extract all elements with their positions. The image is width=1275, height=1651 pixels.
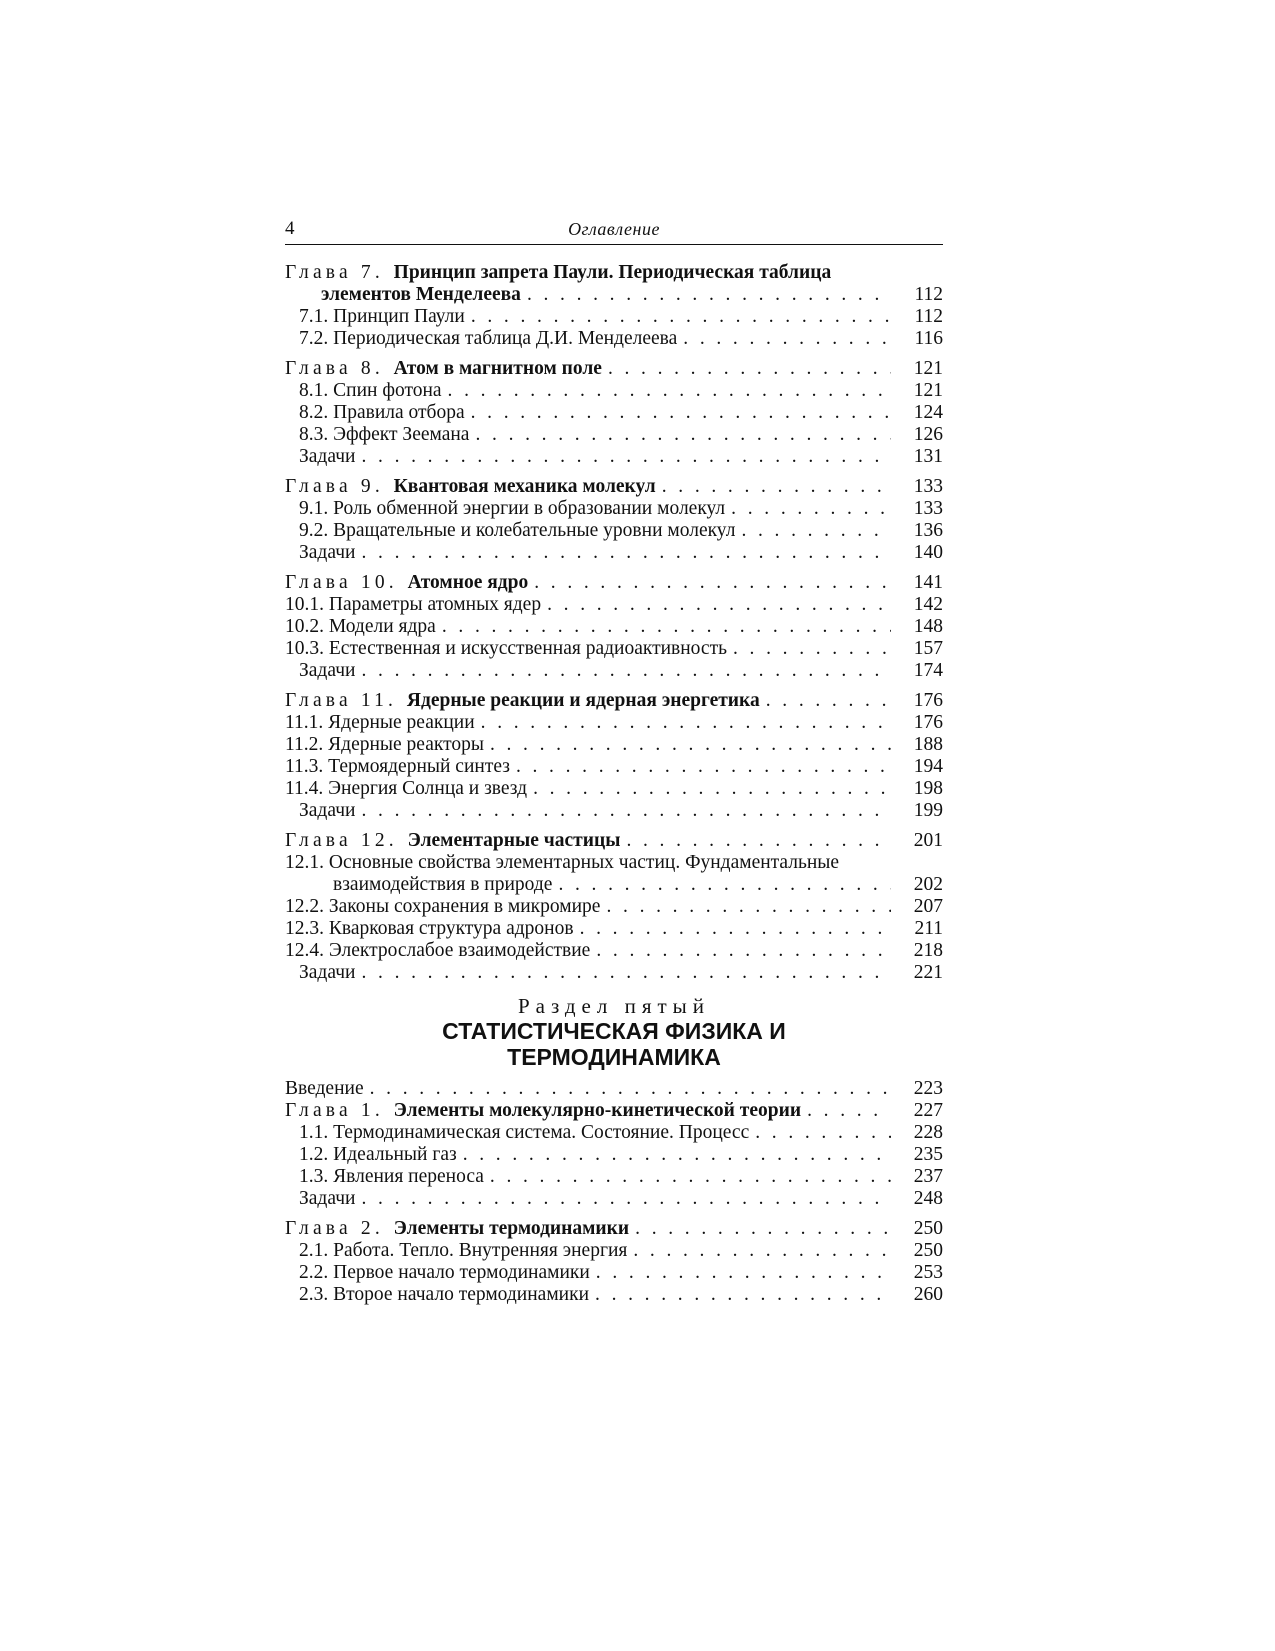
intro-title: Введение <box>285 1078 364 1099</box>
section-number: 7.1. <box>299 306 329 327</box>
dot-leader <box>463 1144 891 1166</box>
toc-item-10-2[interactable] <box>285 616 943 638</box>
toc-item-12-1-line2[interactable] <box>285 874 943 896</box>
section-number: 10.3. <box>285 638 324 659</box>
chapter-label: Глава 12. <box>285 830 398 851</box>
page-ref: 148 <box>913 616 943 637</box>
section-title: Явления переноса <box>333 1166 484 1187</box>
dot-leader <box>596 1262 891 1284</box>
section-number: 11.4. <box>285 778 324 799</box>
page-ref: 202 <box>913 874 943 895</box>
section-number: 1.1. <box>299 1122 329 1143</box>
dot-leader <box>606 896 891 918</box>
toc-s5-chapter-1[interactable] <box>285 1100 943 1122</box>
dot-leader <box>527 284 891 306</box>
chapter-title: Элементарные частицы <box>407 830 621 851</box>
dot-leader <box>755 1122 891 1144</box>
page-ref: 176 <box>913 690 943 711</box>
section-number: 12.4. <box>285 940 324 961</box>
section-title-cont: взаимодействия в природе <box>333 874 553 895</box>
dot-leader <box>490 734 891 756</box>
tasks-title: Задачи <box>299 660 356 681</box>
page-ref: 207 <box>913 896 943 917</box>
chapter-label: Глава 11. <box>285 690 398 711</box>
toc-item-8-2[interactable] <box>285 402 943 424</box>
running-title: Оглавление <box>568 219 660 239</box>
toc-s5-item-2-2[interactable] <box>285 1262 943 1284</box>
toc-tasks-10[interactable] <box>285 660 943 682</box>
section-number: 12.3. <box>285 918 324 939</box>
dot-leader <box>626 830 891 852</box>
tasks-title: Задачи <box>299 1188 356 1209</box>
dot-leader <box>766 690 891 712</box>
section-number: 2.1. <box>299 1240 329 1261</box>
chapter-title: Ядерные реакции и ядерная энергетика <box>406 690 760 711</box>
section-title: Термоядерный синтез <box>328 756 510 777</box>
section-number: 12.2. <box>285 896 324 917</box>
section-title-line2: ТЕРМОДИНАМИКА <box>507 1044 721 1070</box>
page-ref: 221 <box>913 962 943 983</box>
chapter-label: Глава 2. <box>285 1218 384 1239</box>
section-title: Ядерные реакции <box>328 712 475 733</box>
section-number: 9.1. <box>299 498 329 519</box>
page-ref: 218 <box>913 940 943 961</box>
page-ref: 199 <box>913 800 943 821</box>
dot-leader <box>533 778 891 800</box>
section-title: Роль обменной энергии в образовании молекул <box>333 498 726 519</box>
page-ref: 253 <box>913 1262 943 1283</box>
toc-chapter-11[interactable] <box>285 690 943 712</box>
dot-leader <box>596 940 891 962</box>
page-ref: 124 <box>913 402 943 423</box>
page-ref: 235 <box>913 1144 943 1165</box>
dot-leader <box>490 1166 891 1188</box>
page-ref: 116 <box>914 328 943 349</box>
section-number: 10.2. <box>285 616 324 637</box>
toc-chapter-12[interactable] <box>285 830 943 852</box>
toc-tasks-12[interactable] <box>285 962 943 984</box>
section-number: 11.1. <box>285 712 324 733</box>
page-ref: 250 <box>913 1218 943 1239</box>
chapter-label: Глава 8. <box>285 358 384 379</box>
chapter-title: Атом в магнитном поле <box>393 358 602 379</box>
section-title: Кварковая структура адронов <box>328 918 574 939</box>
toc-s5-tasks-1[interactable] <box>285 1188 943 1210</box>
toc-chapter-7-line2[interactable] <box>285 284 943 306</box>
chapter-label: Глава 10. <box>285 572 398 593</box>
toc-item-11-1[interactable] <box>285 712 943 734</box>
toc-chapter-9[interactable] <box>285 476 943 498</box>
toc-chapter-8[interactable] <box>285 358 943 380</box>
chapter-label: Глава 1. <box>285 1100 384 1121</box>
section-title: Эффект Зеемана <box>333 424 470 445</box>
section-title: Модели ядра <box>328 616 436 637</box>
section-number: 11.2. <box>285 734 324 755</box>
page-ref: 174 <box>913 660 943 681</box>
page-ref: 248 <box>913 1188 943 1209</box>
page-ref: 188 <box>913 734 943 755</box>
page-ref: 121 <box>913 380 943 401</box>
toc-s5-item-1-3[interactable] <box>285 1166 943 1188</box>
toc-item-12-3[interactable] <box>285 918 943 940</box>
page-ref: 194 <box>913 756 943 777</box>
dot-leader <box>475 424 891 446</box>
chapter-label: Глава 9. <box>285 476 384 497</box>
toc-tasks-11[interactable] <box>285 800 943 822</box>
chapter-title: Принцип запрета Паули. Периодическая таблица <box>393 262 832 283</box>
section-number: 1.3. <box>299 1166 329 1187</box>
section-title: Периодическая таблица Д.И. Менделеева <box>333 328 678 349</box>
page-ref: 228 <box>913 1122 943 1143</box>
page-ref: 141 <box>913 572 943 593</box>
section-title: Вращательные и колебательные уровни молекул <box>333 520 736 541</box>
toc-item-11-3[interactable] <box>285 756 943 778</box>
section-number: 8.2. <box>299 402 329 423</box>
section-label: Раздел пятый <box>517 994 711 1018</box>
section-number: 1.2. <box>299 1144 329 1165</box>
page-ref: 121 <box>913 358 943 379</box>
dot-leader <box>361 542 891 564</box>
dot-leader <box>580 918 891 940</box>
dot-leader <box>683 328 891 350</box>
toc-s5-chapter-2[interactable] <box>285 1218 943 1240</box>
tasks-title: Задачи <box>299 962 356 983</box>
toc-item-11-4[interactable] <box>285 778 943 800</box>
section-number: 12.1. <box>285 852 324 873</box>
toc-item-7-2[interactable] <box>285 328 943 350</box>
dot-leader <box>448 380 891 402</box>
dot-leader <box>558 874 891 896</box>
section-number: 8.1. <box>299 380 329 401</box>
toc-s5-item-2-1[interactable] <box>285 1240 943 1262</box>
dot-leader <box>635 1218 891 1240</box>
section-number: 7.2. <box>299 328 329 349</box>
section-title: Параметры атомных ядер <box>328 594 542 615</box>
chapter-title: Квантовая механика молекул <box>393 476 656 497</box>
toc-item-9-2[interactable] <box>285 520 943 542</box>
section-title-line1: СТАТИСТИЧЕСКАЯ ФИЗИКА И <box>442 1018 786 1044</box>
dot-leader <box>361 1188 891 1210</box>
section-title: Ядерные реакторы <box>328 734 484 755</box>
dot-leader <box>361 962 891 984</box>
tasks-title: Задачи <box>299 800 356 821</box>
section-number: 8.3. <box>299 424 329 445</box>
dot-leader <box>547 594 891 616</box>
toc-introduction[interactable] <box>285 1078 943 1100</box>
dot-leader <box>442 616 891 638</box>
page-ref: 142 <box>913 594 943 615</box>
toc-item-9-1[interactable] <box>285 498 943 520</box>
section-title: Основные свойства элементарных частиц. Фундаментальные <box>328 852 840 873</box>
section-title: Второе начало термодинамики <box>333 1284 590 1305</box>
toc-item-8-3[interactable] <box>285 424 943 446</box>
dot-leader <box>481 712 891 734</box>
dot-leader <box>534 572 891 594</box>
page-ref: 140 <box>913 542 943 563</box>
dot-leader <box>595 1284 891 1306</box>
toc-item-8-1[interactable] <box>285 380 943 402</box>
page-header <box>285 218 943 245</box>
section-number: 2.2. <box>299 1262 329 1283</box>
page-ref: 211 <box>914 918 943 939</box>
dot-leader <box>361 446 891 468</box>
dot-leader <box>741 520 891 542</box>
page-ref: 126 <box>913 424 943 445</box>
page-ref: 198 <box>913 778 943 799</box>
section-number: 10.1. <box>285 594 324 615</box>
page-ref: 131 <box>913 446 943 467</box>
toc-item-11-2[interactable] <box>285 734 943 756</box>
section-title: Законы сохранения в микромире <box>328 896 601 917</box>
dot-leader <box>516 756 891 778</box>
section-title: Естественная и искусственная радиоактивность <box>328 638 727 659</box>
dot-leader <box>471 402 891 424</box>
section-title: Первое начало термодинамики <box>333 1262 590 1283</box>
page-ref: 133 <box>913 476 943 497</box>
section-number: 2.3. <box>299 1284 329 1305</box>
toc-tasks-9[interactable] <box>285 542 943 564</box>
section-title: Правила отбора <box>333 402 465 423</box>
dot-leader <box>608 358 891 380</box>
toc-item-12-1-line1[interactable] <box>285 852 943 874</box>
page-ref: 176 <box>913 712 943 733</box>
page-ref: 112 <box>914 306 943 327</box>
tasks-title: Задачи <box>299 446 356 467</box>
section-title: Термодинамическая система. Состояние. Процесс <box>333 1122 750 1143</box>
page-ref: 227 <box>913 1100 943 1121</box>
section-title: Работа. Тепло. Внутренняя энергия <box>333 1240 628 1261</box>
section-title: Спин фотона <box>333 380 442 401</box>
dot-leader <box>471 306 891 328</box>
toc-item-7-1[interactable] <box>285 306 943 328</box>
dot-leader <box>662 476 891 498</box>
toc-tasks-8[interactable] <box>285 446 943 468</box>
toc-item-12-2[interactable] <box>285 896 943 918</box>
dot-leader <box>731 498 891 520</box>
page-ref: 157 <box>913 638 943 659</box>
section-title: Электрослабое взаимодействие <box>328 940 591 961</box>
page-ref: 112 <box>914 284 943 305</box>
dot-leader <box>733 638 891 660</box>
page-ref: 201 <box>913 830 943 851</box>
page-ref: 237 <box>913 1166 943 1187</box>
chapter-title-cont: элементов Менделеева <box>321 284 521 305</box>
toc-item-10-1[interactable] <box>285 594 943 616</box>
chapter-title: Элементы термодинамики <box>393 1218 630 1239</box>
tasks-title: Задачи <box>299 542 356 563</box>
chapter-title: Элементы молекулярно-кинетической теории <box>393 1100 802 1121</box>
dot-leader <box>807 1100 891 1122</box>
section-number: 11.3. <box>285 756 324 777</box>
page-ref: 260 <box>913 1284 943 1305</box>
table-of-contents <box>285 262 943 1306</box>
dot-leader <box>633 1240 891 1262</box>
page-ref: 250 <box>913 1240 943 1261</box>
section-title: Энергия Солнца и звезд <box>328 778 528 799</box>
toc-chapter-10[interactable] <box>285 572 943 594</box>
dot-leader <box>370 1078 891 1100</box>
chapter-title: Атомное ядро <box>407 572 529 593</box>
toc-s5-item-1-1[interactable] <box>285 1122 943 1144</box>
section-title: Идеальный газ <box>333 1144 457 1165</box>
page-ref: 223 <box>913 1078 943 1099</box>
section-title: Принцип Паули <box>333 306 465 327</box>
section-number: 9.2. <box>299 520 329 541</box>
page-ref: 133 <box>913 498 943 519</box>
dot-leader <box>361 660 891 682</box>
toc-item-10-3[interactable] <box>285 638 943 660</box>
toc-chapter-7-line1[interactable] <box>285 262 943 284</box>
page-ref: 136 <box>913 520 943 541</box>
chapter-label: Глава 7. <box>285 262 384 283</box>
toc-s5-item-2-3[interactable] <box>285 1284 943 1306</box>
dot-leader <box>361 800 891 822</box>
toc-item-12-4[interactable] <box>285 940 943 962</box>
page-number: 4 <box>285 218 295 239</box>
section-heading <box>285 994 943 1070</box>
toc-s5-item-1-2[interactable] <box>285 1144 943 1166</box>
